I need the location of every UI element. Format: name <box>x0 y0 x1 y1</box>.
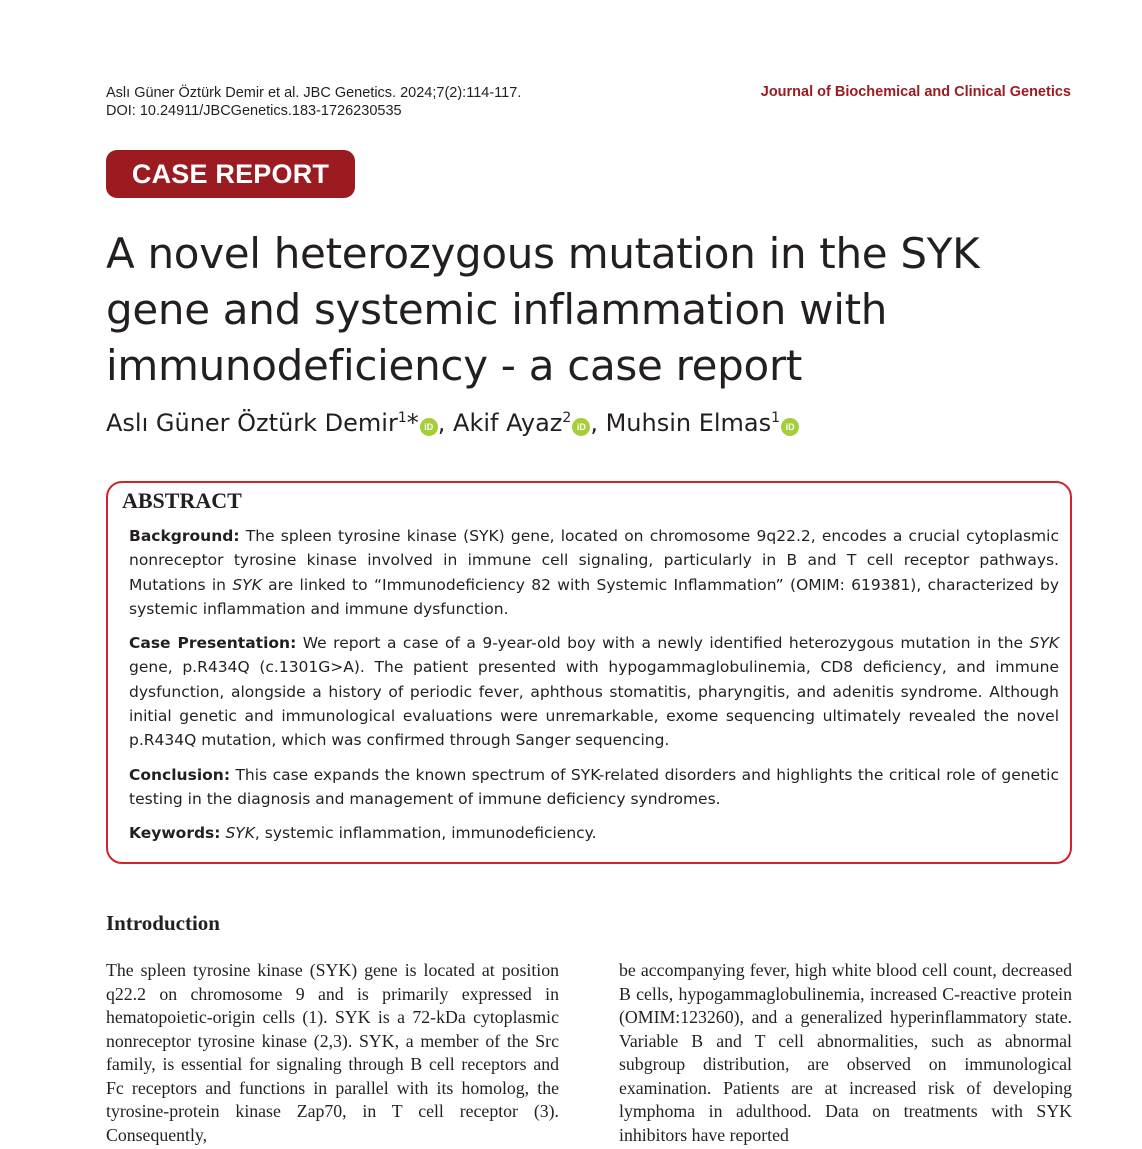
citation-block <box>106 84 521 120</box>
gene-name: SYK <box>232 575 262 594</box>
author-name: Akif Ayaz <box>453 409 563 437</box>
gene-name: SYK <box>1029 634 1059 653</box>
corresponding-mark: * <box>406 409 419 437</box>
abstract-conclusion <box>129 763 1059 812</box>
background-label: Background: <box>129 527 240 545</box>
abstract-heading: ABSTRACT <box>122 488 242 513</box>
author-name: Muhsin Elmas <box>605 409 772 437</box>
introduction-right-column: be accompanying fever, high white blood cell count, decreased B cells, hypogammaglobulinemia, increased C-reactive protein (OMIM:123260), and a generalized hyperinflammatory state. Variable B and T cell abnormalities, such as abnormal subgroup distribution, are observed on immunological examination. Patients are at increased risk of developing lymphoma in adulthood. Data on treatments with SYK inhibitors have reported <box>619 960 1072 1145</box>
keywords-text: , systemic inflammation, immunodeficiency. <box>254 824 597 843</box>
author-list <box>106 409 799 437</box>
doi-line: DOI: 10.24911/JBCGenetics.183-1726230535 <box>106 103 402 119</box>
abstract-background <box>129 524 1059 621</box>
introduction-heading: Introduction <box>106 911 220 935</box>
case-text: We report a case of a 9-year-old boy with a newly identified heterozygous mutation in the <box>296 634 1030 653</box>
author-separator: , <box>590 409 606 437</box>
conclusion-text: This case expands the known spectrum of SYK-related disorders and highlights the critical role of genetic testing in the diagnosis and management of immune deficiency syndromes. <box>129 765 1059 808</box>
article-title: A novel heterozygous mutation in the SYK gene and systemic inflammation with immunodeficiency - a case report <box>106 229 980 390</box>
abstract-case <box>129 631 1059 752</box>
keywords-label: Keywords: <box>129 824 221 843</box>
background-text: are linked to “Immunodeficiency 82 with Systemic Inflammation” (OMIM: 619381), characterized by systemic inflammation and immune dysfunction. <box>129 575 1059 618</box>
case-text: gene, p.R434Q (c.1301G>A). The patient presented with hypogammaglobulinemia, CD8 deficiency, and immune dysfunction, alongside a history of periodic fever, aphthous stomatitis, pharyngitis, and adenitis syndrome. Although initial genetic and immunological evaluations were unremarkable, exome sequencing ultimately revealed the novel p.R434Q mutation, which was confirmed through Sanger sequencing. <box>129 658 1059 750</box>
journal-name: Journal of Biochemical and Clinical Genetics <box>760 84 1071 100</box>
background-text: The spleen tyrosine kinase (SYK) gene, located on chromosome 9q22.2, encodes a crucial cytoplasmic nonreceptor tyrosine kinase involved in immune cell signaling, particularly in B and T cell receptor pathways. Mutations in <box>129 527 1059 594</box>
author-affiliation: 2 <box>562 410 572 426</box>
abstract-box <box>106 481 1072 864</box>
orcid-icon[interactable]: iD <box>420 418 438 436</box>
conclusion-label: Conclusion: <box>129 765 231 784</box>
author-affiliation: 1 <box>771 410 781 426</box>
introduction-left-column: The spleen tyrosine kinase (SYK) gene is located at position q22.2 on chromosome 9 and is primarily expressed in hematopoietic-origin cells (1). SYK is a 72-kDa cytoplasmic nonreceptor tyrosine kinase (2,3). SYK, a member of the Src family, is essential for signaling through B cell receptors and Fc receptors and functions in parallel with its homolog, the tyrosine-protein kinase Zap70, in T cell receptor (3). Consequently, <box>106 960 559 1145</box>
abstract-body <box>129 524 1059 856</box>
gene-name: SYK <box>225 824 255 843</box>
author-name: Aslı Güner Öztürk Demir <box>106 409 398 437</box>
case-label: Case Presentation: <box>129 634 297 653</box>
article-type-badge: CASE REPORT <box>106 150 355 198</box>
author-affiliation: 1 <box>397 410 407 426</box>
abstract-keywords <box>129 821 1059 845</box>
orcid-icon[interactable]: iD <box>572 418 590 436</box>
orcid-icon[interactable]: iD <box>781 418 799 436</box>
author-separator: , <box>437 409 454 437</box>
citation-line: Aslı Güner Öztürk Demir et al. JBC Genetics. 2024;7(2):114-117. <box>106 85 522 101</box>
